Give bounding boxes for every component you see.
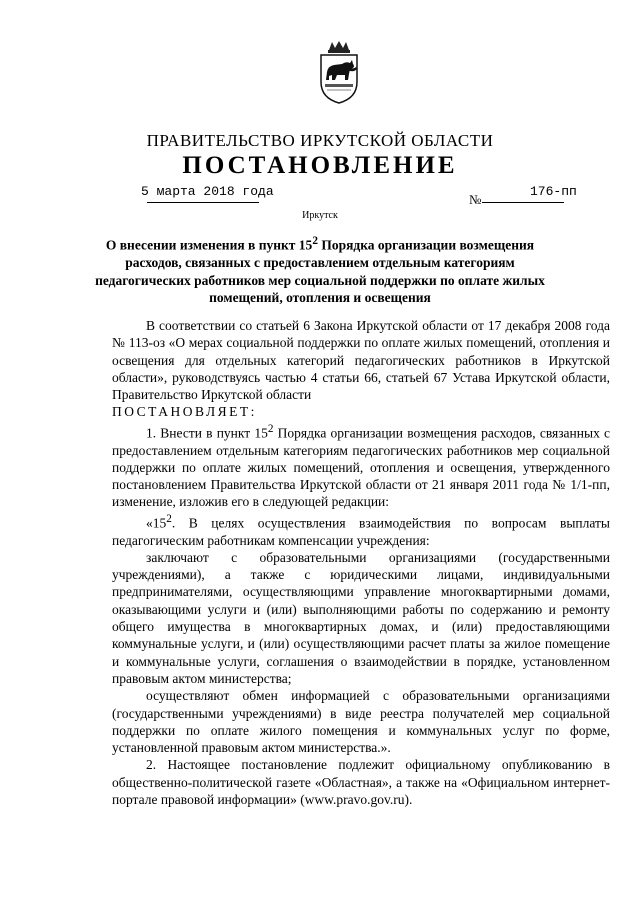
quoted-clause-end: . В целях осуществления взаимодействия по вопросам выплаты педагогическим работникам компенсации учреждения: (112, 515, 610, 548)
title-text-end: Порядка организации возмещения расходов, связанных с предоставлением отдельным категориям педагогических работников мер социальной поддержки по оплате жилых помещений, отопления и освещения (95, 237, 545, 305)
document-title (92, 233, 548, 307)
document-number: 176-пп (530, 184, 577, 199)
title-text-start: О внесении изменения в пункт 15 (105, 237, 313, 253)
document-body (112, 317, 610, 808)
number-underline (482, 202, 564, 203)
decree-word: ПОСТАНОВЛЯЕТ: (112, 404, 257, 420)
item-1-start: 1. Внести в пункт 15 (146, 425, 268, 441)
title-superscript: 2 (312, 235, 318, 247)
intro-paragraph: В соответствии со статьей 6 Закона Иркутской области от 17 декабря 2008 года № 113-оз «О мерах социальной поддержки по оплате жилых помещений, отопления и освещения для отдельных категорий педагогических работников в Иркутской области», руководствуясь частью 4 статьи 66, статьей 67 Устава Иркутской области, Правительство Иркутской области (112, 318, 610, 403)
number-sign: № (469, 192, 482, 207)
coat-of-arms-icon (315, 40, 363, 104)
item-1-end: Порядка организации возмещения расходов, связанных с предоставлением отдельным категориям педагогических работников мер социальной поддержки по оплате жилых помещений, отопления и освещения, утвержденного постановлением Правительства Иркутской области от 21 января 2011 года № 1/1-пп, изменение, изложив его в следующей редакции: (112, 425, 610, 510)
quoted-item-2: осуществляют обмен информацией с образовательными организациями (государственными учреждениями) в виде реестра получателей мер социальной поддержки по оплате жилого помещения и коммунальных услуг по форме, установленной правовым актом министерства.». (112, 688, 610, 756)
quoted-clause-start: «15 (146, 515, 167, 531)
date-underline (147, 202, 259, 203)
city-name: Иркутск (302, 210, 338, 221)
item-1-paragraph (112, 421, 610, 511)
document-date: 5 марта 2018 года (141, 184, 274, 199)
quoted-clause-superscript: 2 (166, 512, 172, 525)
quoted-item-1: заключают с образовательными организациями (государственными учреждениями), а также с юридическими лицами, индивидуальными предпринимателями, осуществляющими управление многоквартирными домами, оказывающими услуги и (или) выполняющими работы по содержанию и ремонту общего имущества в многоквартирных домах, и (или) предоставляющими коммунальные услуги, и (или) осуществляющими расчет платы за жилое помещение и коммунальные услуги, соглашения о взаимодействии в порядке, установленном правовым актом министерства; (112, 549, 610, 686)
government-name: ПРАВИТЕЛЬСТВО ИРКУТСКОЙ ОБЛАСТИ (146, 131, 494, 150)
item-2-paragraph: 2. Настоящее постановление подлежит официальному опубликованию в общественно-политической газете «Областная», а также на «Официальном интернет-портале правовой информации» (www.pravo.gov.ru). (112, 757, 610, 808)
quoted-clause-paragraph (112, 511, 610, 549)
document-type: ПОСТАНОВЛЕНИЕ (182, 152, 458, 179)
item-1-superscript: 2 (267, 422, 274, 435)
